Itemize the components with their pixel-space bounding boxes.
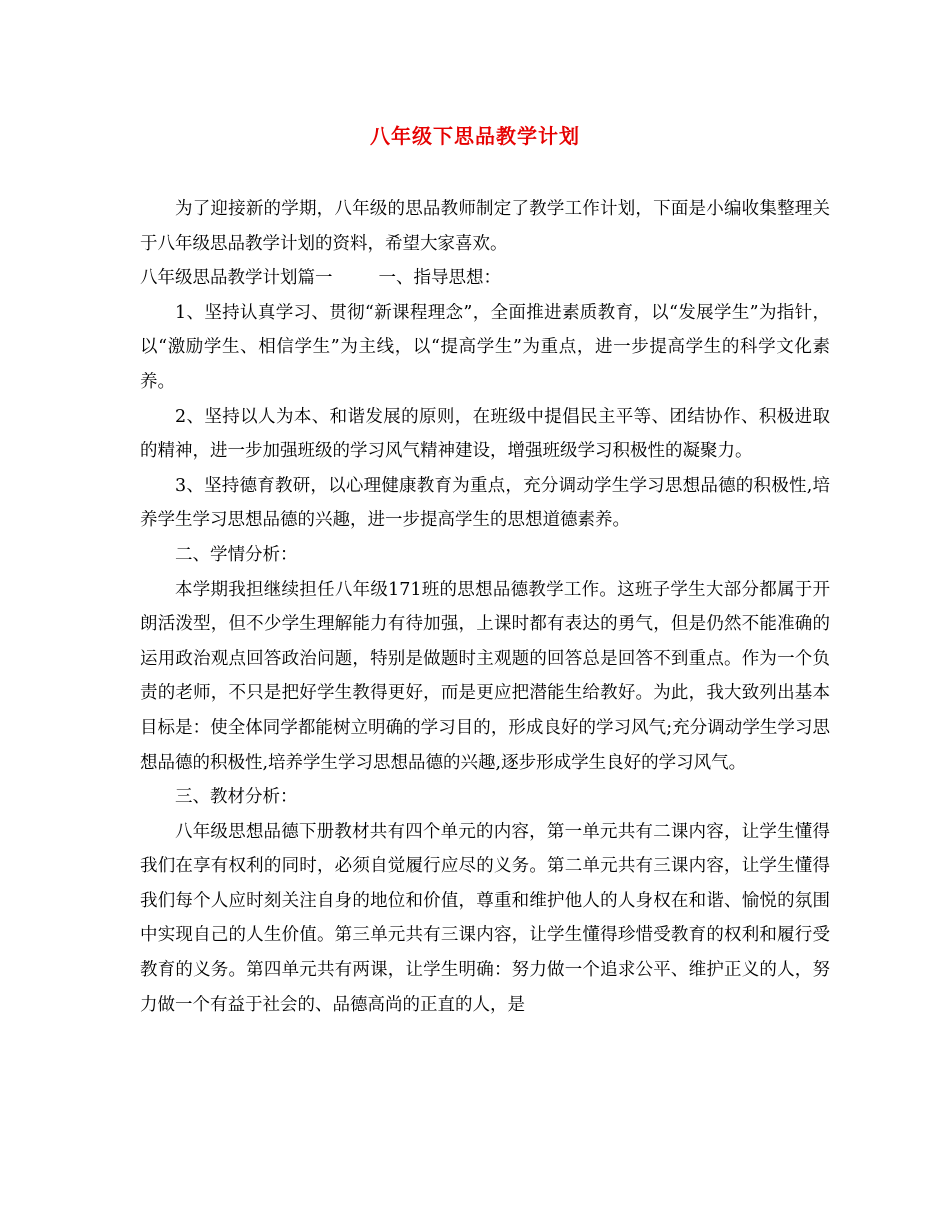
section-heading bbox=[140, 261, 830, 296]
section-heading-title: 八年级思品教学计划篇一 bbox=[140, 268, 333, 289]
textbook-analysis-paragraph: 八年级思想品德下册教材共有四个单元的内容，第一单元共有二课内容，让学生懂得我们在享有权利的同时，必须自觉履行应尽的义务。第二单元共有三课内容，让学生懂得我们每个人应时刻关注自身的地位和价值，尊重和维护他人的人身权在和谐、愉悦的氛围中实现自己的人生价值。第三单元共有三课内容，让学生懂得珍惜受教育的权利和履行受教育的义务。第四单元共有两课，让学生明确：努力做一个追求公平、维护正义的人，努力做一个有益于社会的、品德高尚的正直的人，是 bbox=[140, 821, 830, 1015]
section-heading-subtitle: 一、指导思想： bbox=[378, 268, 501, 289]
guideline-point-1: 1、坚持认真学习、贯彻“新课程理念”，全面推进素质教育，以“发展学生”为指针，以“激励学生、相信学生”为主线，以“提高学生”为重点，进一步提高学生的科学文化素养。 bbox=[140, 302, 830, 392]
intro-paragraph: 为了迎接新的学期，八年级的思品教师制定了教学工作计划，下面是小编收集整理关于八年级思品教学计划的资料，希望大家喜欢。 bbox=[140, 199, 830, 254]
student-analysis-paragraph: 本学期我担继续担任八年级171班的思想品德教学工作。这班子学生大部分都属于开朗活泼型，但不少学生理解能力有待加强，上课时都有表达的勇气，但是仍然不能准确的运用政治观点回答政治问题，特别是做题时主观题的回答总是回答不到重点。作为一个负责的老师，不只是把好学生教得更好，而是更应把潜能生给教好。为此，我大致列出基本目标是：使全体同学都能树立明确的学习目的，形成良好的学习风气;充分调动学生学习思想品德的积极性,培养学生学习思想品德的兴趣,逐步形成学生良好的学习风气。 bbox=[140, 579, 830, 773]
guideline-point-3: 3、坚持德育教研，以心理健康教育为重点，充分调动学生学习思想品德的积极性,培养学生学习思想品德的兴趣，进一步提高学生的思想道德素养。 bbox=[140, 475, 830, 531]
guideline-point-2: 2、坚持以人为本、和谐发展的原则，在班级中提倡民主平等、团结协作、积极进取的精神，进一步加强班级的学习风气精神建设，增强班级学习积极性的凝聚力。 bbox=[140, 406, 830, 462]
document-title: 八年级下思品教学计划 bbox=[370, 124, 580, 148]
heading-student-analysis: 二、学情分析： bbox=[175, 544, 298, 565]
heading-textbook-analysis: 三、教材分析： bbox=[175, 787, 298, 808]
document-body bbox=[140, 192, 830, 1022]
